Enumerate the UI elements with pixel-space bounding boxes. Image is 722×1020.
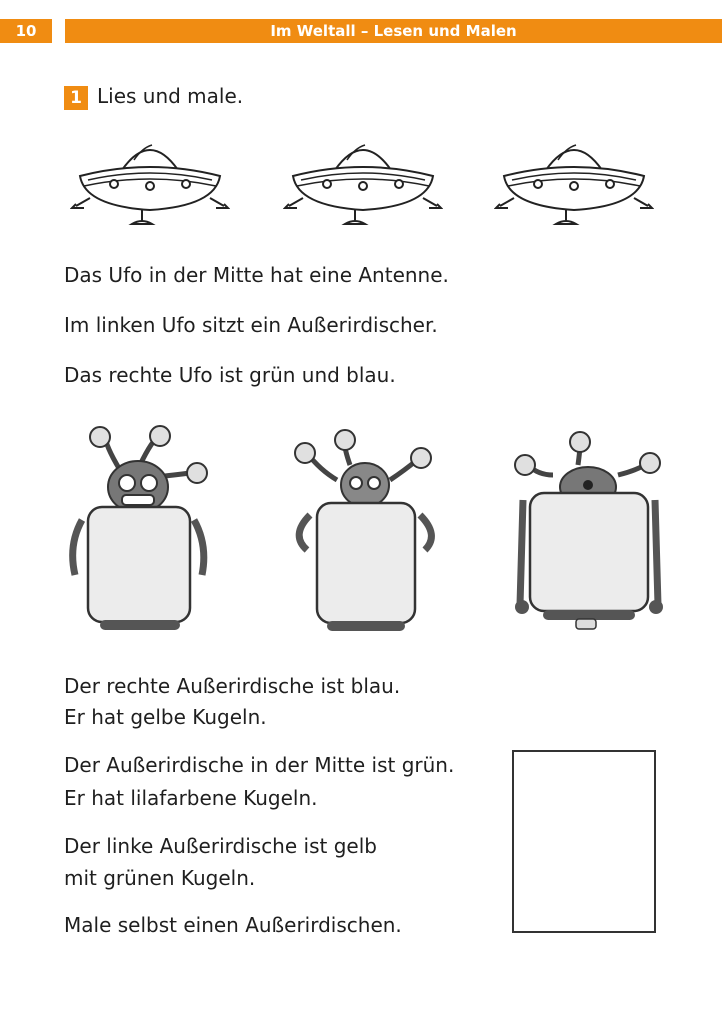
alien-left-illustration[interactable] <box>60 425 225 640</box>
drawing-box[interactable] <box>512 750 656 933</box>
alien-sentence-1: Der rechte Außerirdische ist blau. <box>64 674 401 698</box>
alien-sentence-4: Er hat lilafarbene Kugeln. <box>64 786 318 810</box>
ufo-right-illustration[interactable] <box>494 128 654 233</box>
page-number: 10 <box>0 19 52 43</box>
ufo-middle-illustration[interactable] <box>283 128 443 233</box>
alien-middle-illustration[interactable] <box>285 425 450 640</box>
task-instruction: Lies und male. <box>97 84 244 108</box>
alien-sentence-3: Der Außerirdische in der Mitte ist grün. <box>64 753 455 777</box>
alien-right-illustration[interactable] <box>508 425 673 640</box>
ufo-left-illustration[interactable] <box>70 128 230 233</box>
alien-sentence-2: Er hat gelbe Kugeln. <box>64 705 267 729</box>
ufo-sentence-1: Das Ufo in der Mitte hat eine Antenne. <box>64 263 449 287</box>
page-title: Im Weltall – Lesen und Malen <box>65 19 722 43</box>
alien-sentence-7: Male selbst einen Außerirdischen. <box>64 913 402 937</box>
ufo-sentence-3: Das rechte Ufo ist grün und blau. <box>64 363 396 387</box>
alien-sentence-5: Der linke Außerirdische ist gelb <box>64 834 377 858</box>
ufo-sentence-2: Im linken Ufo sitzt ein Außerirdischer. <box>64 313 438 337</box>
task-number-badge: 1 <box>64 86 88 110</box>
alien-sentence-6: mit grünen Kugeln. <box>64 866 256 890</box>
